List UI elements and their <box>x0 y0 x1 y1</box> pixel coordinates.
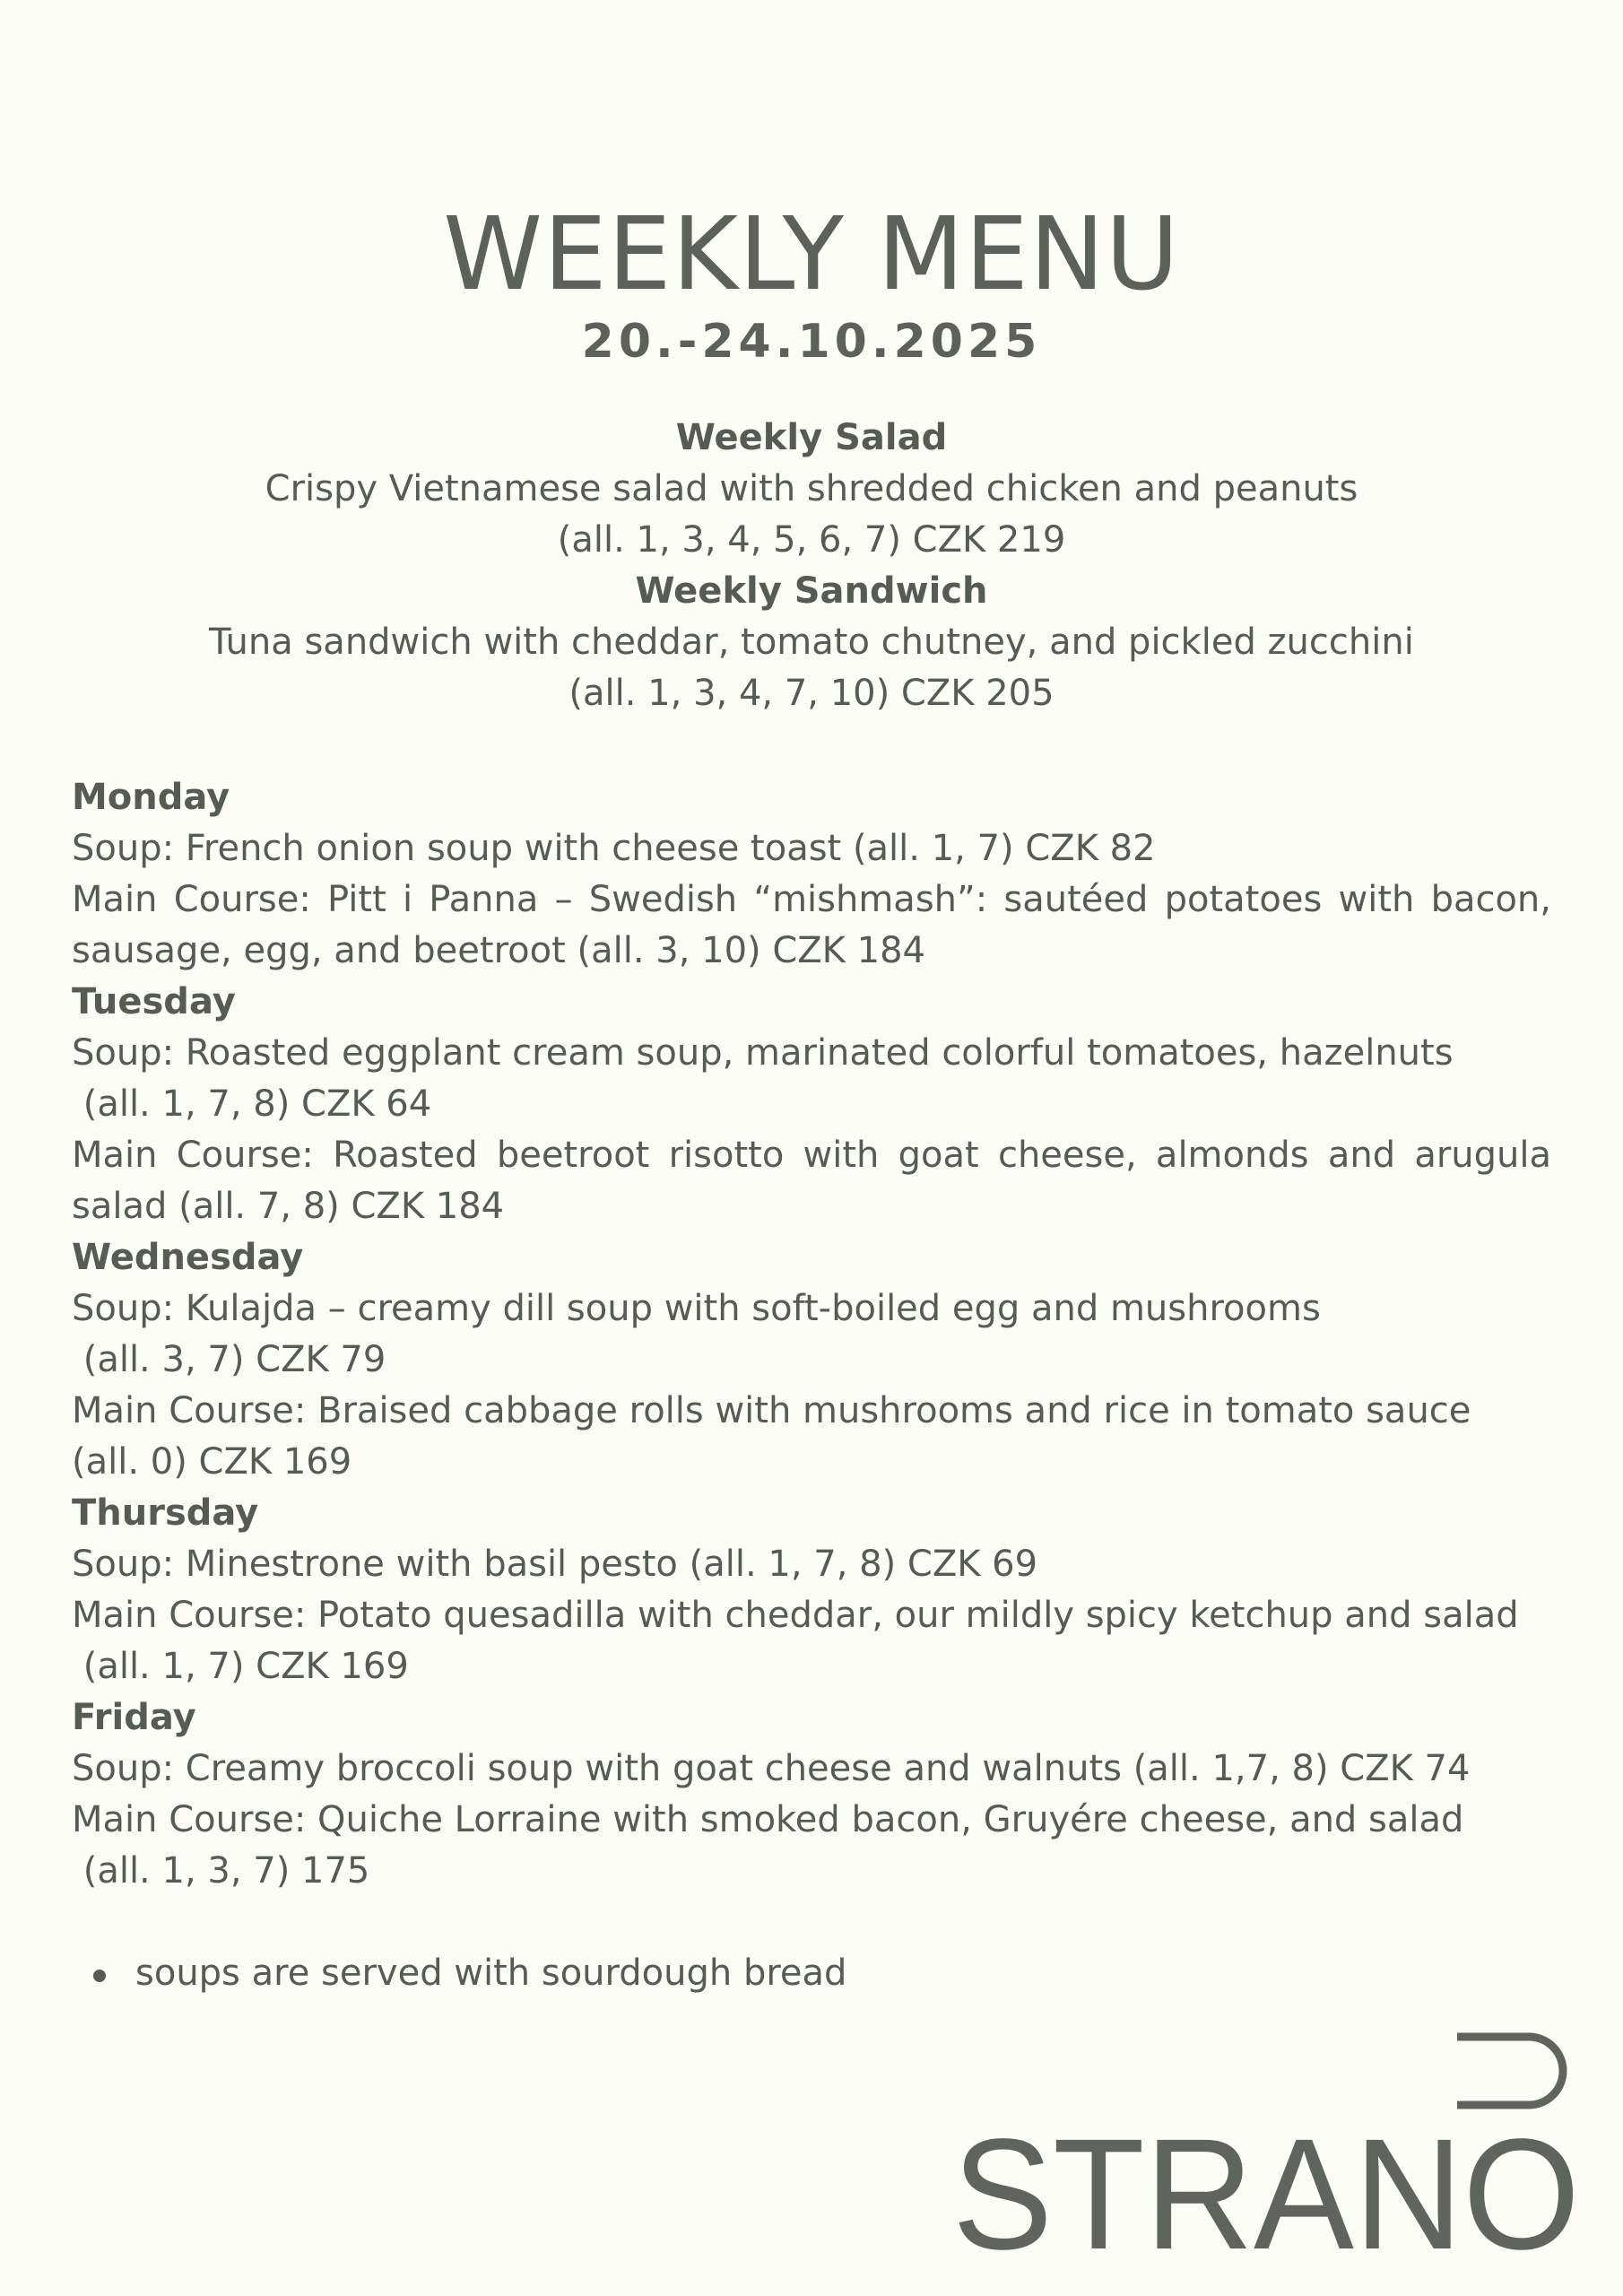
day-thursday <box>72 1488 1551 1692</box>
daily-menu <box>72 772 1551 1897</box>
soup-price: (all. 3, 7) CZK 79 <box>72 1339 386 1380</box>
note-item: soups are served with sourdough bread <box>90 1948 846 1999</box>
soup-item: Soup: Kulajda – creamy dill soup with soft-boiled egg and mushrooms <box>72 1288 1321 1329</box>
soup-item: Soup: French onion soup with cheese toast (all. 1, 7) CZK 82 <box>72 828 1156 869</box>
main-course-item: Main Course: Braised cabbage rolls with mushrooms and rice in tomato sauce <box>72 1390 1471 1431</box>
main-course-price: (all. 1, 3, 7) 175 <box>72 1850 370 1892</box>
day-name: Wednesday <box>72 1237 304 1278</box>
weekly-salad-description: Crispy Vietnamese salad with shredded chicken and peanuts <box>265 468 1358 509</box>
menu-date-range: 20.-24.10.2025 <box>581 315 1042 369</box>
day-wednesday <box>72 1232 1551 1488</box>
page-title: WEEKLY MENU <box>443 196 1180 313</box>
weekly-specials <box>0 413 1623 719</box>
strano-logo <box>942 2027 1587 2269</box>
soup-item: Soup: Minestrone with basil pesto (all. 1, 7, 8) CZK 69 <box>72 1544 1038 1585</box>
weekly-sandwich-price: (all. 1, 3, 4, 7, 10) CZK 205 <box>568 673 1055 714</box>
notes-list <box>90 1948 846 1999</box>
day-friday <box>72 1692 1551 1897</box>
day-monday <box>72 772 1551 977</box>
main-course-item: Main Course: Potato quesadilla with cheddar, our mildly spicy ketchup and salad <box>72 1595 1519 1636</box>
day-name: Thursday <box>72 1492 259 1534</box>
day-name: Tuesday <box>72 981 236 1022</box>
weekly-salad-price: (all. 1, 3, 4, 5, 6, 7) CZK 219 <box>557 519 1066 561</box>
day-name: Friday <box>72 1697 196 1738</box>
soup-item: Soup: Creamy broccoli soup with goat cheese and walnuts (all. 1,7, 8) CZK 74 <box>72 1748 1471 1789</box>
logo-mark-icon <box>1457 2037 1563 2105</box>
main-course-item: Main Course: Roasted beetroot risotto with goat cheese, almonds and arugula salad (all. 7, 8) CZK 184 <box>72 1135 1551 1227</box>
day-tuesday <box>72 977 1551 1232</box>
soup-item: Soup: Roasted eggplant cream soup, marinated colorful tomatoes, hazelnuts <box>72 1032 1454 1074</box>
weekly-sandwich-description: Tuna sandwich with cheddar, tomato chutney, and pickled zucchini <box>209 622 1414 663</box>
weekly-salad-heading: Weekly Salad <box>675 417 948 458</box>
main-course-item: Main Course: Quiche Lorraine with smoked bacon, Gruyére cheese, and salad <box>72 1799 1464 1840</box>
day-name: Monday <box>72 777 230 818</box>
main-course-item: Main Course: Pitt i Panna – Swedish “mishmash”: sautéed potatoes with bacon, sausage, egg, and beetroot (all. 3, 10) CZK 184 <box>72 879 1551 971</box>
soup-price: (all. 1, 7, 8) CZK 64 <box>72 1083 432 1125</box>
main-course-price: (all. 0) CZK 169 <box>72 1441 352 1483</box>
weekly-sandwich-heading: Weekly Sandwich <box>635 570 988 612</box>
main-course-price: (all. 1, 7) CZK 169 <box>72 1646 409 1687</box>
logo-text: STRANO <box>952 2107 1580 2269</box>
